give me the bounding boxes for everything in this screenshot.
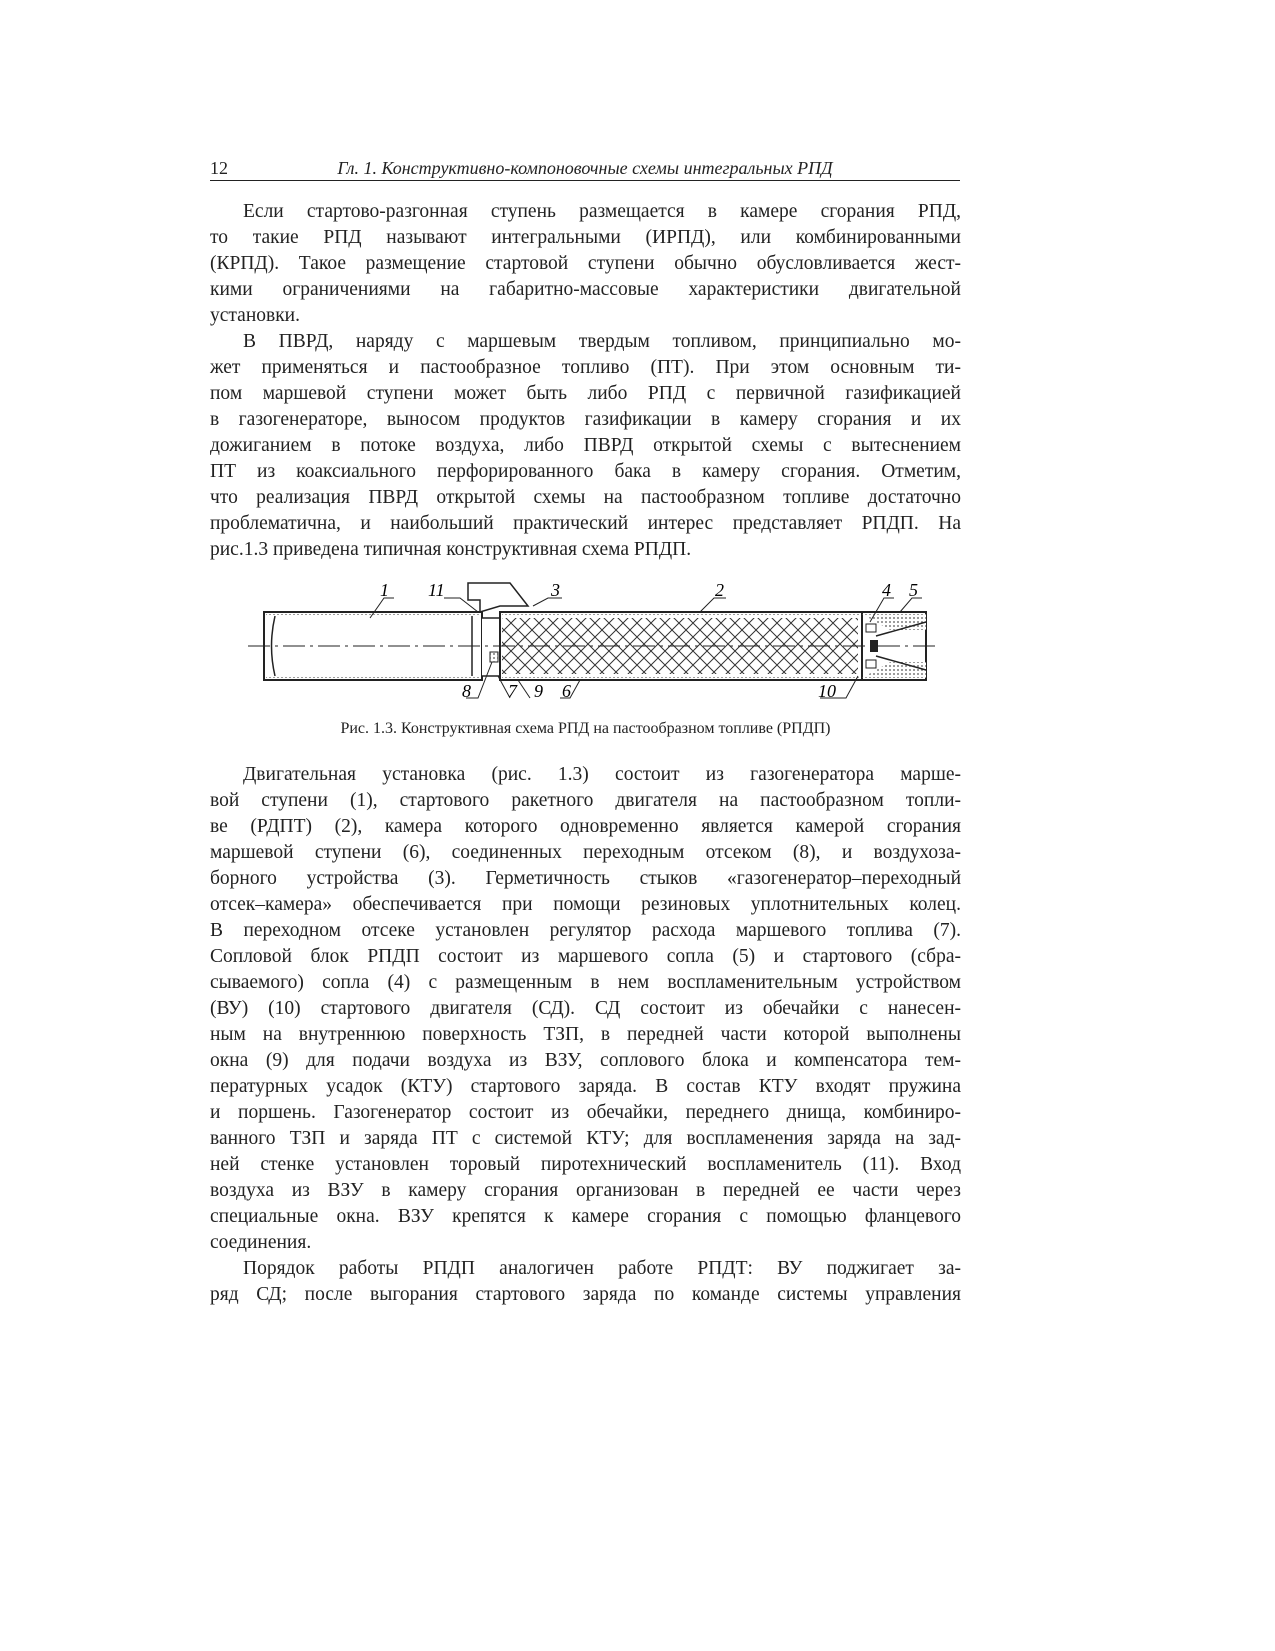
text-line: рис.1.3 приведена типичная конструктивная схема РПДП. xyxy=(210,539,692,560)
text-line: Порядок работы РПДП аналогичен работе РПДТ: ВУ поджигает за- xyxy=(243,1258,961,1279)
text-line: Если стартово-разгонная ступень размещается в камере сгорания РПД, xyxy=(243,201,961,222)
label-8: 8 xyxy=(462,681,471,701)
text-line: кими ограничениями на габаритно-массовые характеристики двигательной xyxy=(210,279,961,300)
text-line: то такие РПД называют интегральными (ИРПД), или комбинированными xyxy=(210,227,961,248)
text-line: ным на внутреннюю поверхность ТЗП, в передней части которой выполнены xyxy=(210,1024,961,1045)
text-line: (ВУ) (10) стартового двигателя (СД). СД состоит из обечайки с нанесен- xyxy=(210,998,961,1019)
text-line: Сопловой блок РПДП состоит из маршевого сопла (5) и стартового (сбра- xyxy=(210,946,961,967)
text-line: окна (9) для подачи воздуха из ВЗУ, соплового блока и компенсатора тем- xyxy=(210,1050,961,1071)
text-line: и поршень. Газогенератор состоит из обечайки, переднего днища, комбиниро- xyxy=(210,1102,961,1123)
text-line: дожиганием в потоке воздуха, либо ПВРД открытой схемы с вытеснением xyxy=(210,435,961,456)
text-line: ней стенке установлен торовый пиротехнический воспламенитель (11). Вход xyxy=(210,1154,961,1175)
label-9: 9 xyxy=(534,681,543,701)
text-line: соединения. xyxy=(210,1232,312,1253)
text-line: (КРПД). Такое размещение стартовой ступени обычно обусловливается жест- xyxy=(210,253,961,274)
text-line: установки. xyxy=(210,305,300,326)
text-line: ряд СД; после выгорания стартового заряда по команде системы управления xyxy=(210,1284,961,1305)
text-line: ПТ из коаксиального перфорированного бака в камеру сгорания. Отметим, xyxy=(210,461,961,482)
text-line: проблематична, и наибольший практический интерес представляет РПДП. На xyxy=(210,513,961,534)
text-line: Двигательная установка (рис. 1.3) состоит из газогенератора марше- xyxy=(243,764,961,785)
label-11: 11 xyxy=(428,580,445,600)
text-line: пом маршевой ступени может быть либо РПД с первичной газификацией xyxy=(210,383,961,404)
text-line: пературных усадок (КТУ) стартового заряда. В состав КТУ входят пружина xyxy=(210,1076,961,1097)
text-line: жет применяться и пастообразное топливо (ПТ). При этом основным ти- xyxy=(210,357,961,378)
page-number: 12 xyxy=(210,158,228,178)
text-line: сываемого) сопла (4) с размещенным в нем воспламенительным устройством xyxy=(210,972,961,993)
label-7: 7 xyxy=(508,681,517,701)
label-3: 3 xyxy=(551,580,560,600)
running-title: Гл. 1. Конструктивно-компоновочные схемы интегральных РПД xyxy=(337,158,833,178)
text-line: что реализация ПВРД открытой схемы на пастообразном топливе достаточно xyxy=(210,487,961,508)
paragraph-3 xyxy=(210,762,961,1256)
text-line: В ПВРД, наряду с маршевым твердым топливом, принципиально мо- xyxy=(243,331,961,352)
figure-caption: Рис. 1.3. Конструктивная схема РПД на пастообразном топливе (РПДП) xyxy=(340,720,831,737)
label-10: 10 xyxy=(818,681,836,701)
text-line: В переходном отсеке установлен регулятор расхода маршевого топлива (7). xyxy=(210,920,961,941)
text-line: борного устройства (3). Герметичность стыков «газогенератор–переходный xyxy=(210,868,961,889)
air-intake-3 xyxy=(468,583,528,612)
transition-section-8 xyxy=(482,618,500,676)
figure-rpdp-schematic xyxy=(0,0,1275,720)
text-line: вой ступени (1), стартового ракетного двигателя на пастообразном топли- xyxy=(210,790,961,811)
paragraph-4 xyxy=(210,1256,961,1308)
text-line: ванного ТЗП и заряда ПТ с системой КТУ; для воспламенения заряда на зад- xyxy=(210,1128,961,1149)
text-line: отсек–камера» обеспечивается при помощи резиновых уплотнительных колец. xyxy=(210,894,961,915)
label-5: 5 xyxy=(909,580,918,600)
label-1: 1 xyxy=(380,580,389,600)
label-2: 2 xyxy=(715,580,724,600)
text-line: в газогенераторе, выносом продуктов газификации в камеру сгорания и их xyxy=(210,409,961,430)
label-4: 4 xyxy=(882,580,891,600)
text-line: воздуха из ВЗУ в камеру сгорания организован в передней ее части через xyxy=(210,1180,961,1201)
text-line: ве (РДПТ) (2), камера которого одновременно является камерой сгорания xyxy=(210,816,961,837)
text-line: маршевой ступени (6), соединенных переходным отсеком (8), и воздухоза- xyxy=(210,842,961,863)
text-line: специальные окна. ВЗУ крепятся к камере сгорания с помощью фланцевого xyxy=(210,1206,961,1227)
label-6: 6 xyxy=(562,681,571,701)
